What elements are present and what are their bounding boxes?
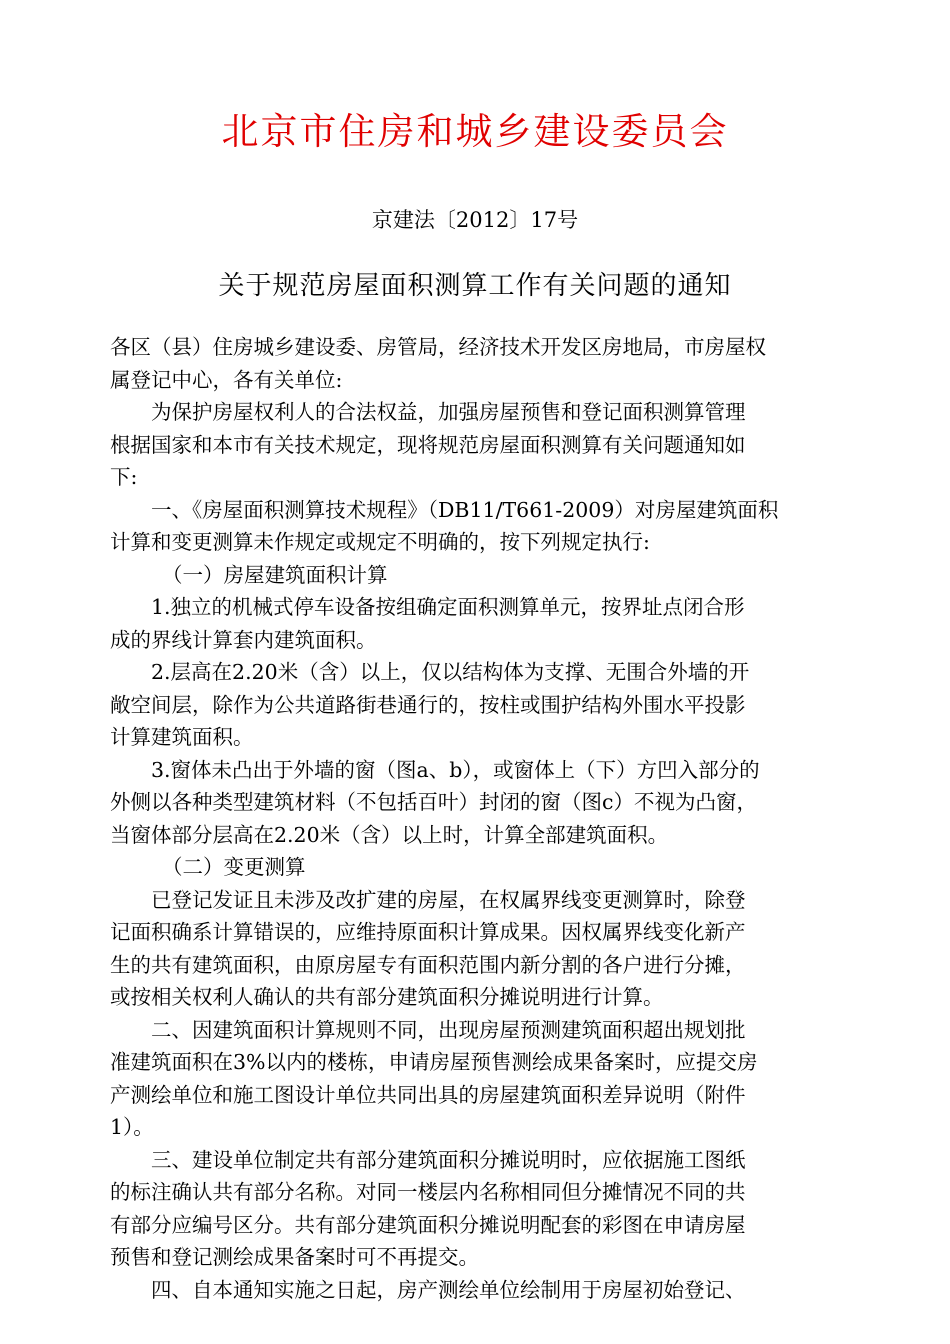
section-1-line: 一、《房屋面积测算技术规程》（DB11/T661-2009）对房屋建筑面积	[151, 497, 779, 522]
agency-header: 北京市住房和城乡建设委员会	[221, 110, 729, 153]
subsection-heading: （二）变更测算	[162, 855, 306, 879]
section-2-line: 1）。	[110, 1115, 154, 1139]
item-3-line: 外侧以各种类型建筑材料（不包括百叶）封闭的窗（图c）不视为凸窗，	[110, 790, 757, 814]
document-number: 京建法〔2012〕17号	[371, 208, 579, 232]
intro-line: 为保护房屋权利人的合法权益，加强房屋预售和登记面积测算管理	[151, 400, 746, 424]
section-2-line: 二、因建筑面积计算规则不同，出现房屋预测建筑面积超出规划批	[151, 1017, 746, 1042]
section-3-line: 预售和登记测绘成果备案时可不再提交。	[110, 1245, 479, 1269]
change-line: 已登记发证且未涉及改扩建的房屋，在权属界线变更测算时，除登	[151, 887, 746, 912]
section-1-line: 计算和变更测算未作规定或规定不明确的，按下列规定执行:	[110, 530, 650, 554]
intro-line: 下:	[110, 465, 138, 489]
section-4-line: 四、自本通知实施之日起，房产测绘单位绘制用于房屋初始登记、	[151, 1277, 746, 1302]
section-3-line: 有部分应编号区分。共有部分建筑面积分摊说明配套的彩图在申请房屋	[110, 1212, 746, 1237]
item-1-line: 成的界线计算套内建筑面积。	[110, 627, 377, 652]
addressee-line: 各区（县）住房城乡建设委、房管局，经济技术开发区房地局，市房屋权	[110, 335, 766, 359]
change-line: 生的共有建筑面积，由原房屋专有面积范围内新分割的各户进行分摊，	[110, 952, 746, 977]
addressee-line: 属登记中心，各有关单位:	[110, 367, 343, 392]
item-2-line: 敞空间层，除作为公共道路街巷通行的，按柱或围护结构外围水平投影	[110, 692, 746, 717]
item-3-line: 当窗体部分层高在2.20米（含）以上时，计算全部建筑面积。	[110, 822, 669, 847]
section-2-line: 产测绘单位和施工图设计单位共同出具的房屋建筑面积差异说明（附件	[110, 1082, 746, 1107]
item-3-line: 3.窗体未凸出于外墙的窗（图a、b），或窗体上（下）方凹入部分的	[151, 757, 760, 782]
item-1-line: 1.独立的机械式停车设备按组确定面积测算单元，按界址点闭合形	[151, 595, 745, 619]
section-3-line: 的标注确认共有部分名称。对同一楼层内名称相同但分摊情况不同的共	[110, 1180, 746, 1204]
document-body	[110, 331, 842, 1306]
document-title: 关于规范房屋面积测算工作有关问题的通知	[218, 271, 732, 301]
item-2-line: 2.层高在2.20米（含）以上，仅以结构体为支撑、无围合外墙的开	[151, 660, 750, 684]
intro-line: 根据国家和本市有关技术规定，现将规范房屋面积测算有关问题通知如	[110, 432, 746, 457]
section-2-line: 准建筑面积在3%以内的楼栋，申请房屋预售测绘成果备案时，应提交房	[110, 1050, 758, 1074]
change-line: 记面积确系计算错误的，应维持原面积计算成果。因权属界线变化新产	[110, 920, 746, 944]
subsection-heading: （一）房屋建筑面积计算	[162, 562, 388, 587]
section-3-line: 三、建设单位制定共有部分建筑面积分摊说明时，应依据施工图纸	[151, 1147, 746, 1172]
change-line: 或按相关权利人确认的共有部分建筑面积分摊说明进行计算。	[110, 985, 664, 1009]
item-2-line: 计算建筑面积。	[110, 725, 254, 749]
